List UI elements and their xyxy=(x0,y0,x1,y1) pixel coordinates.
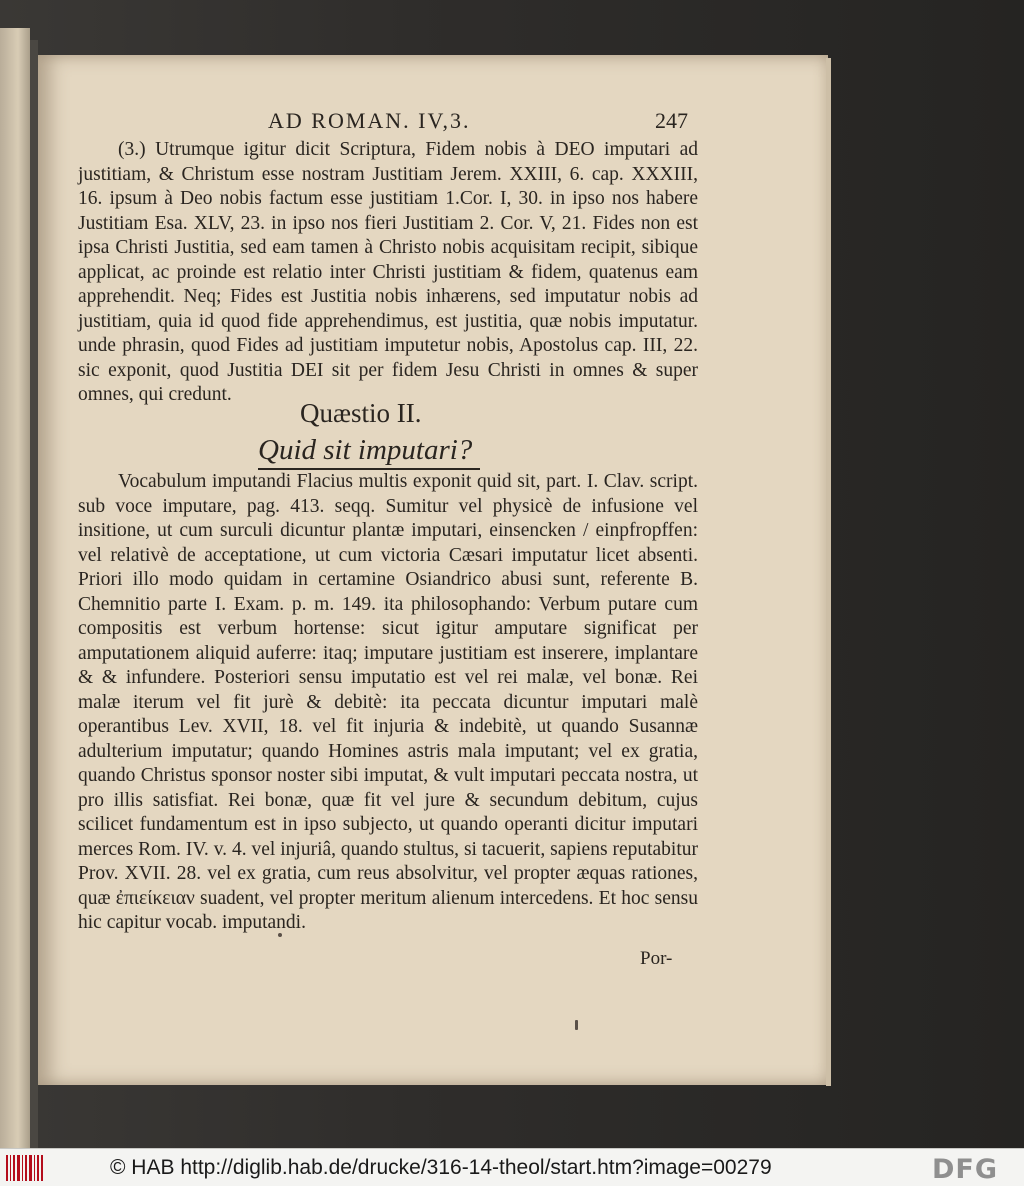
question-number: Quæstio II. xyxy=(300,398,422,428)
hab-barcode-logo xyxy=(6,1155,46,1181)
facing-page-edge xyxy=(0,28,30,1148)
book-gutter xyxy=(30,40,38,1148)
running-head xyxy=(268,108,688,138)
dfg-logo: DFG xyxy=(932,1154,999,1185)
ink-spot xyxy=(278,933,282,937)
paragraph-1: (3.) Utrumque igitur dicit Scriptura, Fidem nobis à DEO imputari ad justitiam, & Christum esse nostram Justitiam Jerem. XXIII, 6. cap. XXXIII, 16. ipsum à Deo nobis factum esse justitiam 1.Cor. I, 30. in ipso nos habere Justitiam Esa. XLV, 23. in ipso nos fieri Justitiam 2. Cor. V, 21. Fides non est ipsa Christi Justitia, sed eam tamen à Christo nobis acquisitam recipit, sibique applicat, ac proinde est relatio inter Christi justitiam & fidem, quatenus eam apprehendit. Neq; Fides est Justitia nobis inhærens, sed imputatur nobis ad justitiam, quia id quod fide apprehendimus, est justitia, quæ nobis imputatur. unde phrasin, quod Fides ad justitiam imputetur nobis, Apostolus cap. III, 22. sic exponit, quod Justitia DEI sit per fidem Jesu Christi in omnes & super omnes, qui credunt. xyxy=(78,139,698,405)
running-title: AD ROMAN. IV,3. xyxy=(268,108,471,133)
ink-mark xyxy=(575,1020,578,1030)
catchword: Por- xyxy=(640,948,673,969)
source-link[interactable]: © HAB http://diglib.hab.de/drucke/316-14-theol/start.htm?image=00279 xyxy=(110,1156,772,1179)
paragraph-2: Vocabulum imputandi Flacius multis exponit quid sit, part. I. Clav. script. sub voce imputare, pag. 413. seqq. Sumitur vel physicè de infusione vel insitione, ut cum surculi dicuntur plantæ imputari, einsencken / einpfropffen: vel relativè de acceptatione, ut cum victoria Cæsari imputatur licet absenti. Priori illo modo quidam in certamine Osiandrico abusi sunt, referente B. Chemnitio parte I. Exam. p. m. 149. ita philosophando: Verbum putare cum compositis est verbum hortense: sicut igitur amputare significat per amputationem aliquid auferre: itaq; imputare justitiam est inserere, implantare & & infundere. Posteriori sensu imputatio est vel rei malæ, vel bonæ. Rei malæ iterum vel fit jurè & debitè: ita peccata dicuntur imputari malè operantibus Lev. XVII, 18. vel fit injuria & indebitè, ut quando Susannæ adulterium imputatur; quando Homines astris mala imputant; vel ex gratia, quando Christus sponsor noster sibi imputat, & vult imputari peccata nostra, ut pro illis satisfiat. Rei bonæ, quæ fit vel jure & secundum debitum, cujus scilicet fundamentum est in ipso subjecto, ut quando operanti dicitur imputari merces Rom. IV. v. 4. vel injuriâ, quando stultus, si tacuerit, sapiens reputabitur Prov. XVII. 28. vel ex gratia, cum reus absolvitur, vel propter æquas rationes, quæ ἐπιείκειαν suadent, vel propter meritum alienum intercedens. Et hoc sensu hic capitur vocab. imputandi. xyxy=(78,471,698,933)
page-number: 247 xyxy=(655,108,688,133)
viewer-footer xyxy=(0,1148,1024,1186)
question-title: Quid sit imputari? xyxy=(258,434,473,466)
page-fore-edge xyxy=(826,58,831,1086)
